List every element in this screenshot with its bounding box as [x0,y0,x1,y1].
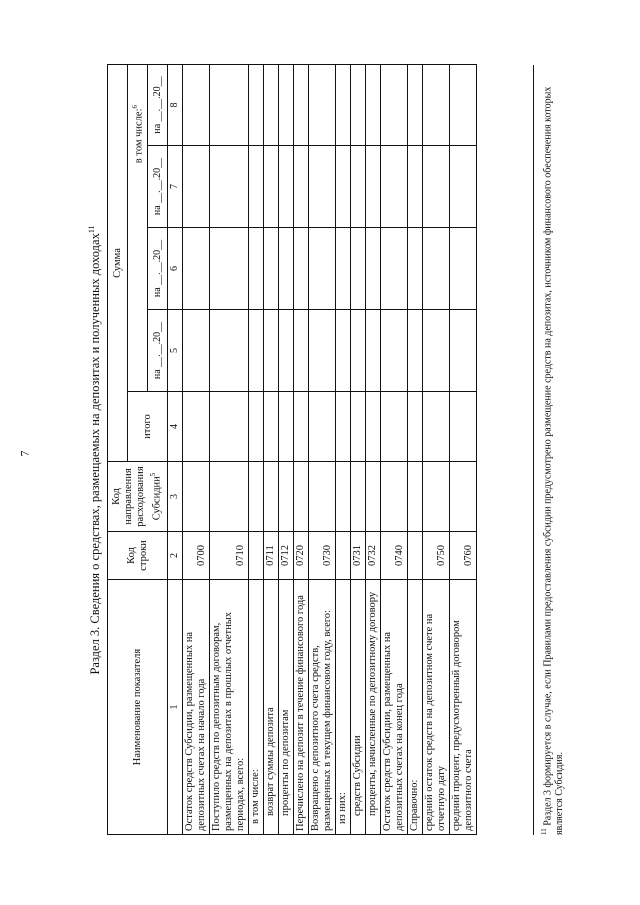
footnote [533,65,566,835]
value-cell[interactable] [210,392,249,462]
table-row [366,64,381,834]
value-cell[interactable] [450,228,477,310]
value-cell[interactable] [366,392,381,462]
footnote-text: Раздел 3 формируется в случае, если Правилами предоставления субсидии предусмотрено размещение средств на депозитах, источником финансового обеспечения которых является Субсидия. [542,86,566,835]
header-date-6: на __.__.20__ [148,228,168,310]
value-cell[interactable] [336,146,351,228]
row-code: 0760 [450,532,477,580]
table-row [294,64,309,834]
value-cell[interactable] [351,228,366,310]
section-title-text: Раздел 3. Сведения о средствах, размещаемых на депозитах и полученных доходах [88,233,103,675]
column-number-row: 1 2 3 4 5 6 7 8 [168,64,183,834]
value-cell[interactable] [381,146,408,228]
value-cell[interactable] [264,392,279,462]
row-code: 0731 [351,532,366,580]
value-cell[interactable] [264,146,279,228]
value-cell[interactable] [183,228,210,310]
value-cell[interactable] [309,392,336,462]
value-cell[interactable] [381,228,408,310]
row-label: в том числе: [249,580,264,835]
value-cell[interactable] [450,392,477,462]
value-cell[interactable] [279,462,294,532]
row-label: возврат суммы депозита [264,580,279,835]
value-cell[interactable] [423,462,450,532]
title-footnote-marker: 11 [87,225,96,234]
table-row [423,64,450,834]
value-cell[interactable] [279,146,294,228]
table-row [351,64,366,834]
value-cell[interactable] [210,146,249,228]
value-cell[interactable] [249,228,264,310]
value-cell[interactable] [249,146,264,228]
table-row [279,64,294,834]
value-cell[interactable] [450,462,477,532]
value-cell[interactable] [408,392,423,462]
value-cell[interactable] [381,310,408,392]
value-cell[interactable] [183,146,210,228]
value-cell[interactable] [309,146,336,228]
row-code: 0700 [183,532,210,580]
value-cell[interactable] [294,310,309,392]
header-date-7: на __.__.20__ [148,146,168,228]
value-cell[interactable] [351,64,366,145]
value-cell[interactable] [423,146,450,228]
value-cell[interactable] [408,462,423,532]
value-cell[interactable] [264,228,279,310]
value-cell[interactable] [279,228,294,310]
value-cell[interactable] [381,462,408,532]
value-cell[interactable] [294,228,309,310]
value-cell[interactable] [210,310,249,392]
value-cell[interactable] [264,64,279,145]
value-cell[interactable] [381,392,408,462]
value-cell[interactable] [210,64,249,145]
value-cell[interactable] [366,146,381,228]
row-label: средств Субсидии [351,580,366,835]
value-cell[interactable] [408,228,423,310]
value-cell[interactable] [366,228,381,310]
row-label: средний процент, предусмотренный договором депозитного счета [450,580,477,835]
table-row [249,64,264,834]
value-cell[interactable] [264,462,279,532]
value-cell[interactable] [294,462,309,532]
value-cell[interactable] [381,64,408,145]
value-cell[interactable] [351,392,366,462]
row-code [408,532,423,580]
header-code-line: Код строки [108,532,168,580]
row-label: проценты, начисленные по депозитному договору [366,580,381,835]
table-body [183,64,477,834]
value-cell[interactable] [183,310,210,392]
table-row [309,64,336,834]
header-date-8: на __.__.20__ [148,64,168,145]
value-cell[interactable] [210,228,249,310]
table-row [381,64,408,834]
row-label: из них: [336,580,351,835]
value-cell[interactable] [279,392,294,462]
value-cell[interactable] [351,462,366,532]
row-code [249,532,264,580]
value-cell[interactable] [408,146,423,228]
header-total: итого [128,392,168,462]
table-row [450,64,477,834]
value-cell[interactable] [294,392,309,462]
row-code: 0730 [309,532,336,580]
header-date-5: на __.__.20__ [148,310,168,392]
table-row [183,64,210,834]
row-code: 0732 [366,532,381,580]
header-name: Наименование показателя [108,580,168,835]
value-cell[interactable] [309,228,336,310]
value-cell[interactable] [294,64,309,145]
value-cell[interactable] [249,64,264,145]
value-cell[interactable] [366,310,381,392]
value-cell[interactable] [336,64,351,145]
table-row [264,64,279,834]
header-code-direction: Код направления расходования Субсидии$^5$ [108,462,168,532]
row-code: 0720 [294,532,309,580]
table-row [336,64,351,834]
value-cell[interactable] [423,64,450,145]
row-label: Справочно: [408,580,423,835]
row-code [336,532,351,580]
value-cell[interactable] [450,64,477,145]
value-cell[interactable] [336,462,351,532]
value-cell[interactable] [294,146,309,228]
value-cell[interactable] [249,462,264,532]
value-cell[interactable] [336,310,351,392]
row-code: 0740 [381,532,408,580]
value-cell[interactable] [309,64,336,145]
value-cell[interactable] [366,462,381,532]
row-code: 0711 [264,532,279,580]
value-cell[interactable] [210,462,249,532]
row-label: Поступило средств по депозитным договорам, размещенных на депозитах в прошлых отчетных периодах, всего: [210,580,249,835]
header-including: в том числе:$^6$ [128,64,148,391]
page-number: 7 [17,450,32,457]
row-label: Перечислено на депозит в течение финансового года [294,580,309,835]
table-row [210,64,249,834]
value-cell[interactable] [309,462,336,532]
row-code: 0712 [279,532,294,580]
row-code: 0710 [210,532,249,580]
row-code: 0750 [423,532,450,580]
value-cell[interactable] [351,310,366,392]
value-cell[interactable] [336,392,351,462]
rotated-document [85,65,565,835]
value-cell[interactable] [264,310,279,392]
value-cell[interactable] [183,64,210,145]
value-cell[interactable] [423,310,450,392]
value-cell[interactable] [351,146,366,228]
footnote-marker: 11 [540,828,548,835]
value-cell[interactable] [249,392,264,462]
value-cell[interactable] [279,310,294,392]
table-row [408,64,423,834]
value-cell[interactable] [450,146,477,228]
value-cell[interactable] [408,64,423,145]
value-cell[interactable] [183,462,210,532]
row-label: Остаток средств Субсидии, размещенных на депозитных счетах на конец года [381,580,408,835]
row-label: средний остаток средств на депозитном счете на отчетную дату [423,580,450,835]
value-cell[interactable] [309,310,336,392]
value-cell[interactable] [366,64,381,145]
row-label: проценты по депозитам [279,580,294,835]
value-cell[interactable] [423,392,450,462]
value-cell[interactable] [336,228,351,310]
value-cell[interactable] [423,228,450,310]
value-cell[interactable] [408,310,423,392]
value-cell[interactable] [279,64,294,145]
row-label: Остаток средств Субсидии, размещенных на депозитных счетах на начало года [183,580,210,835]
value-cell[interactable] [450,310,477,392]
value-cell[interactable] [183,392,210,462]
deposits-table [107,64,477,835]
header-sum: Сумма [108,64,128,461]
row-label: Возвращено с депозитного счета средств, размещенных в текущем финансовом году, всего: [309,580,336,835]
value-cell[interactable] [249,310,264,392]
section-title [85,65,102,835]
